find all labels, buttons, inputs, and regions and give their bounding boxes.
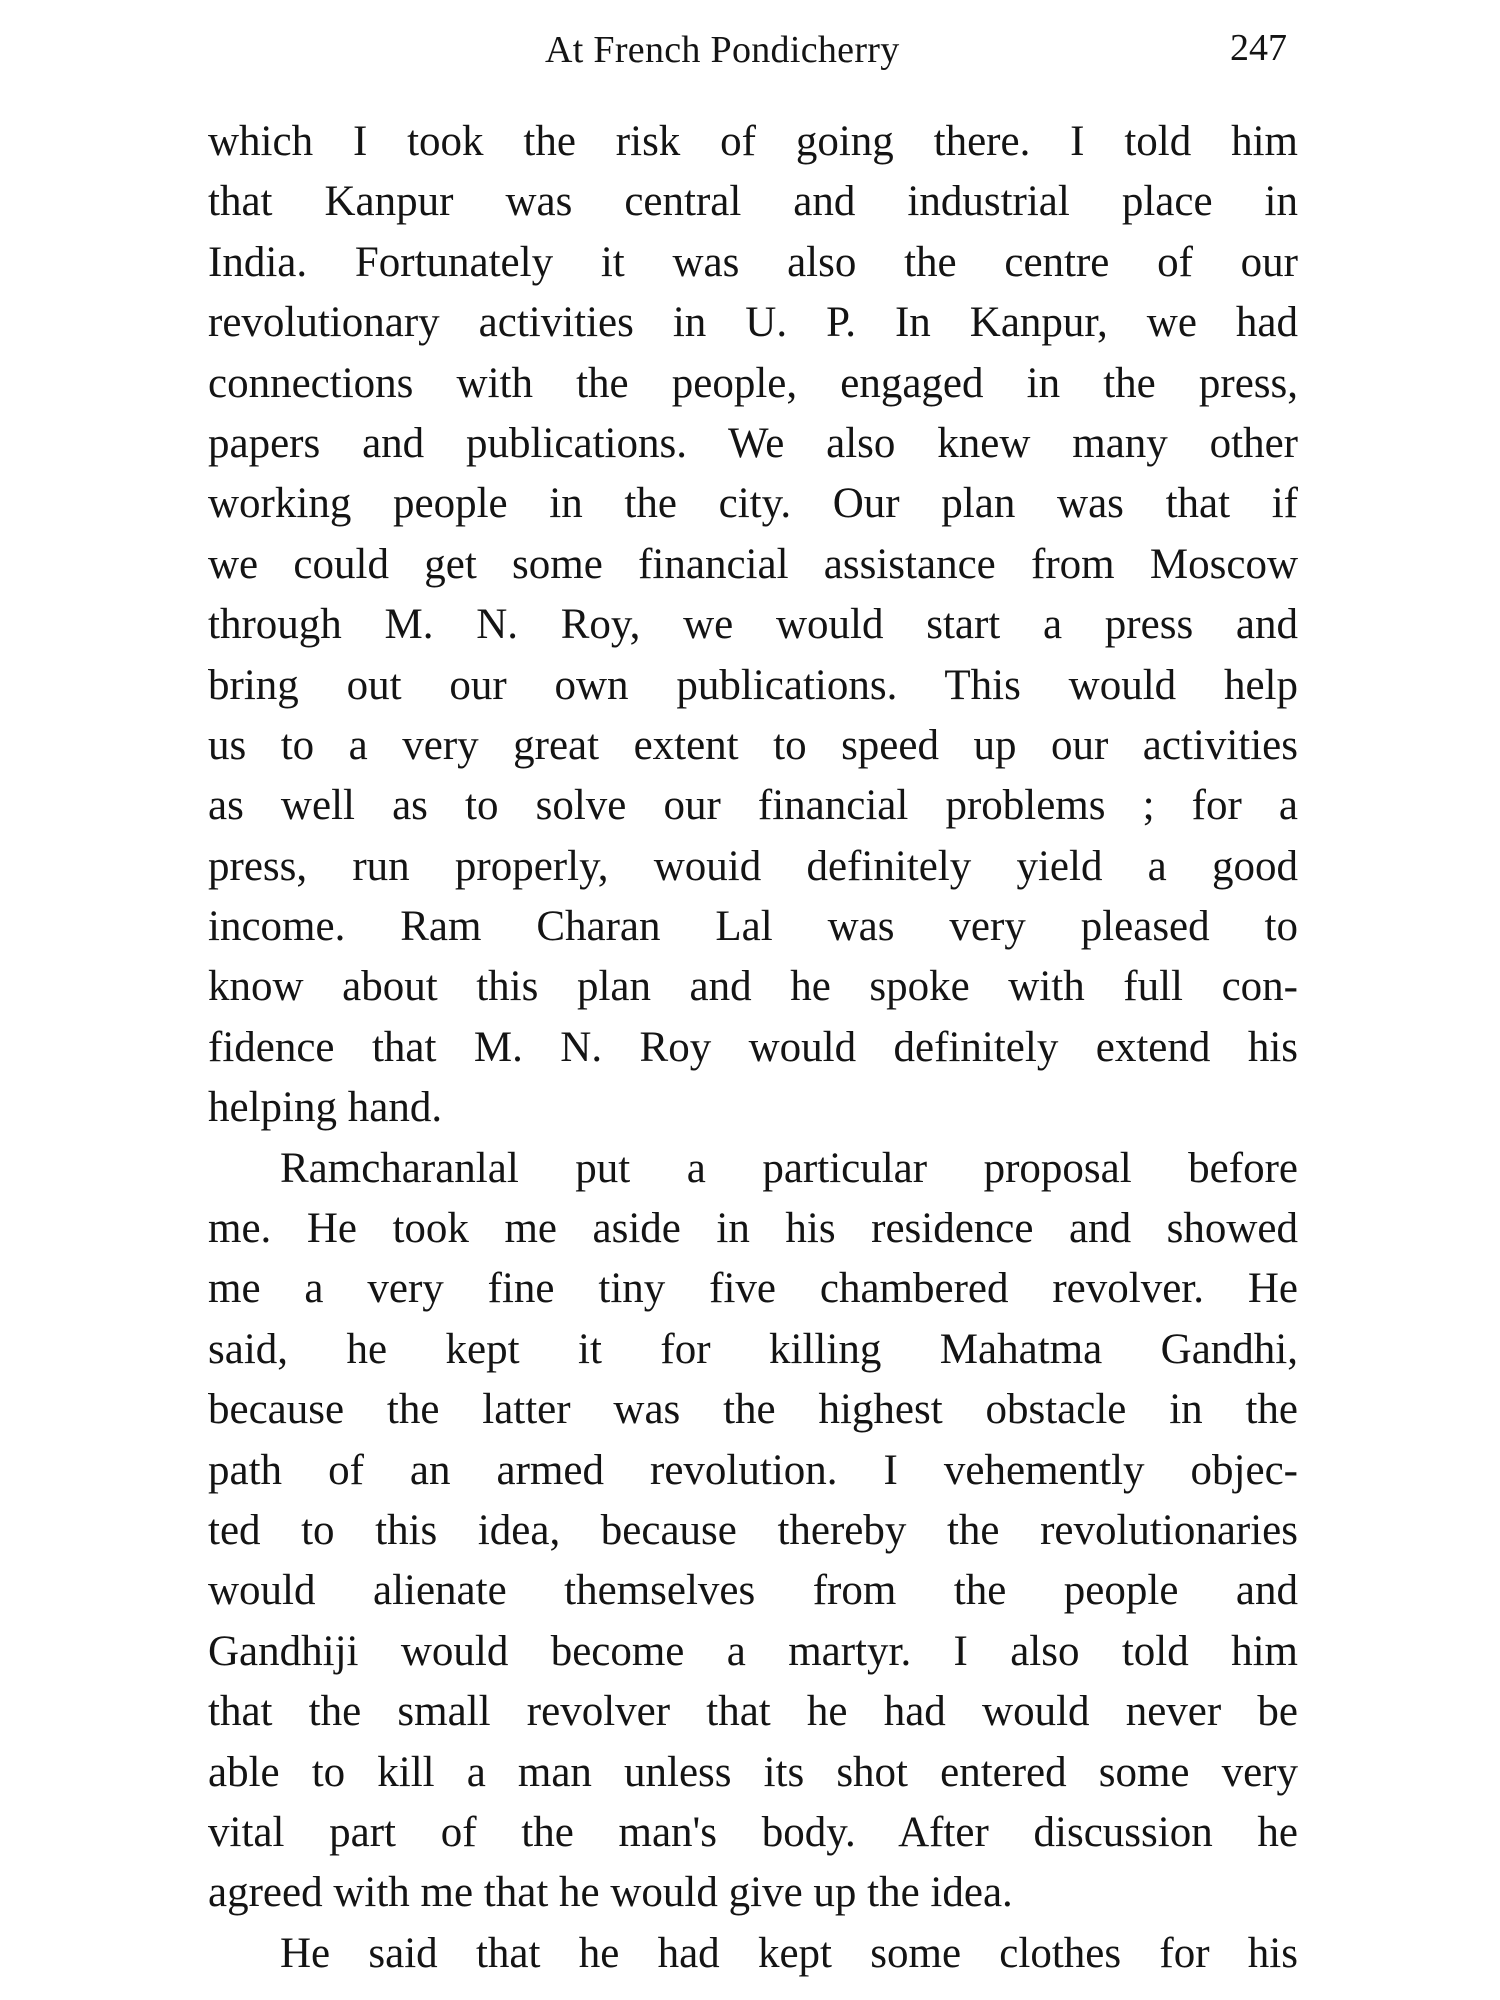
text-line: Ramcharanlal put a particular proposal before bbox=[280, 1144, 1298, 1192]
text-line: me a very fine tiny five chambered revolver. He bbox=[208, 1265, 1298, 1313]
text-line: helping hand. bbox=[208, 1084, 443, 1132]
text-line: papers and publications. We also knew many other bbox=[208, 419, 1298, 467]
text-line: bring out our own publications. This would help bbox=[208, 661, 1298, 709]
text-line: that the small revolver that he had would never be bbox=[208, 1688, 1298, 1736]
text-line: we could get some financial assistance from Moscow bbox=[208, 540, 1298, 588]
text-line: press, run properly, wouid definitely yield a good bbox=[208, 842, 1298, 890]
text-line: income. Ram Charan Lal was very pleased to bbox=[208, 903, 1298, 951]
text-line: through M. N. Roy, we would start a press and bbox=[208, 601, 1298, 649]
text-line: path of an armed revolution. I vehemently objec- bbox=[208, 1446, 1298, 1494]
page-number: 247 bbox=[1230, 27, 1287, 69]
text-line: me. He took me aside in his residence and showed bbox=[208, 1205, 1298, 1253]
text-line: because the latter was the highest obstacle in the bbox=[208, 1386, 1298, 1434]
paragraph bbox=[208, 112, 1298, 1139]
text-line: would alienate themselves from the people and bbox=[208, 1567, 1298, 1615]
text-line: as well as to solve our financial problems ; for a bbox=[208, 782, 1298, 830]
text-line: He said that he had kept some clothes for his bbox=[280, 1929, 1298, 1977]
paragraph bbox=[208, 1139, 1298, 1924]
text-line: connections with the people, engaged in the press, bbox=[208, 359, 1298, 407]
text-line: vital part of the man's body. After discussion he bbox=[208, 1808, 1298, 1856]
text-line: India. Fortunately it was also the centre of our bbox=[208, 238, 1298, 286]
text-line: Gandhiji would become a martyr. I also told him bbox=[208, 1627, 1298, 1675]
text-line: working people in the city. Our plan was that if bbox=[208, 480, 1298, 528]
text-line: ted to this idea, because thereby the revolutionaries bbox=[208, 1506, 1298, 1554]
paragraph bbox=[208, 1924, 1298, 1984]
text-line: that Kanpur was central and industrial place in bbox=[208, 178, 1298, 226]
running-header bbox=[0, 22, 1500, 78]
body-text bbox=[208, 112, 1298, 1984]
text-line: said, he kept it for killing Mahatma Gandhi, bbox=[208, 1325, 1298, 1373]
text-line: revolutionary activities in U. P. In Kanpur, we had bbox=[208, 299, 1298, 347]
running-title: At French Pondicherry bbox=[545, 29, 900, 71]
text-line: able to kill a man unless its shot entered some very bbox=[208, 1748, 1298, 1796]
text-line: fidence that M. N. Roy would definitely extend his bbox=[208, 1023, 1298, 1071]
text-line: us to a very great extent to speed up our activities bbox=[208, 721, 1298, 769]
text-line: know about this plan and he spoke with full con- bbox=[208, 963, 1298, 1011]
text-line: agreed with me that he would give up the idea. bbox=[208, 1869, 1013, 1917]
text-line: which I took the risk of going there. I told him bbox=[208, 118, 1298, 165]
